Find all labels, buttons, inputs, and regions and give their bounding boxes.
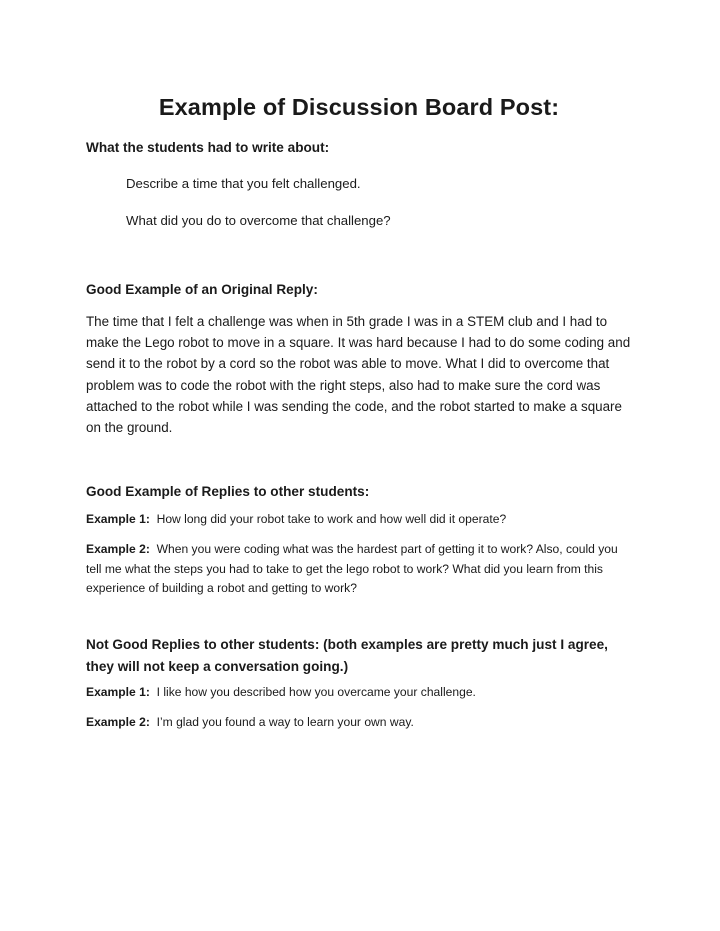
bad-reply-example-2 bbox=[86, 713, 632, 733]
example-label: Example 2: bbox=[86, 715, 150, 729]
example-label: Example 1: bbox=[86, 512, 150, 526]
good-original-body: The time that I felt a challenge was when in 5th grade I was in a STEM club and I had to make the Lego robot to move in a square. It was hard because I had to do some coding and send it to the robot by a cord so the robot was able to move. What I did to overcome that problem was to code the robot with the right steps, also had to make sure the cord was attached to the robot while I was sending the code, and the robot started to make a square on the ground. bbox=[86, 314, 631, 436]
good-original-heading: Good Example of an Original Reply: bbox=[86, 282, 318, 297]
example-text: I like how you described how you overcame your challenge. bbox=[156, 685, 476, 699]
bad-replies-heading: Not Good Replies to other students: (both examples are pretty much just I agree, they will not keep a conversation going.) bbox=[86, 637, 608, 674]
example-label: Example 2: bbox=[86, 542, 150, 556]
good-replies-heading: Good Example of Replies to other students: bbox=[86, 484, 370, 499]
example-text: When you were coding what was the hardest part of getting it to work? Also, could you tell me what the steps you had to take to get the lego robot to work? What did you learn from this experience of building a robot and getting to work? bbox=[86, 542, 618, 596]
example-label: Example 1: bbox=[86, 685, 150, 699]
good-reply-example-2 bbox=[86, 540, 632, 599]
prompt-line-2: What did you do to overcome that challenge? bbox=[126, 213, 391, 228]
document-title: Example of Discussion Board Post: bbox=[158, 94, 560, 120]
example-text: I’m glad you found a way to learn your own way. bbox=[156, 715, 414, 729]
bad-reply-example-1 bbox=[86, 683, 632, 703]
good-reply-example-1 bbox=[86, 510, 632, 530]
prompt-line-1: Describe a time that you felt challenged. bbox=[126, 176, 361, 191]
prompt-heading: What the students had to write about: bbox=[86, 140, 330, 155]
example-text: How long did your robot take to work and how well did it operate? bbox=[156, 512, 507, 526]
